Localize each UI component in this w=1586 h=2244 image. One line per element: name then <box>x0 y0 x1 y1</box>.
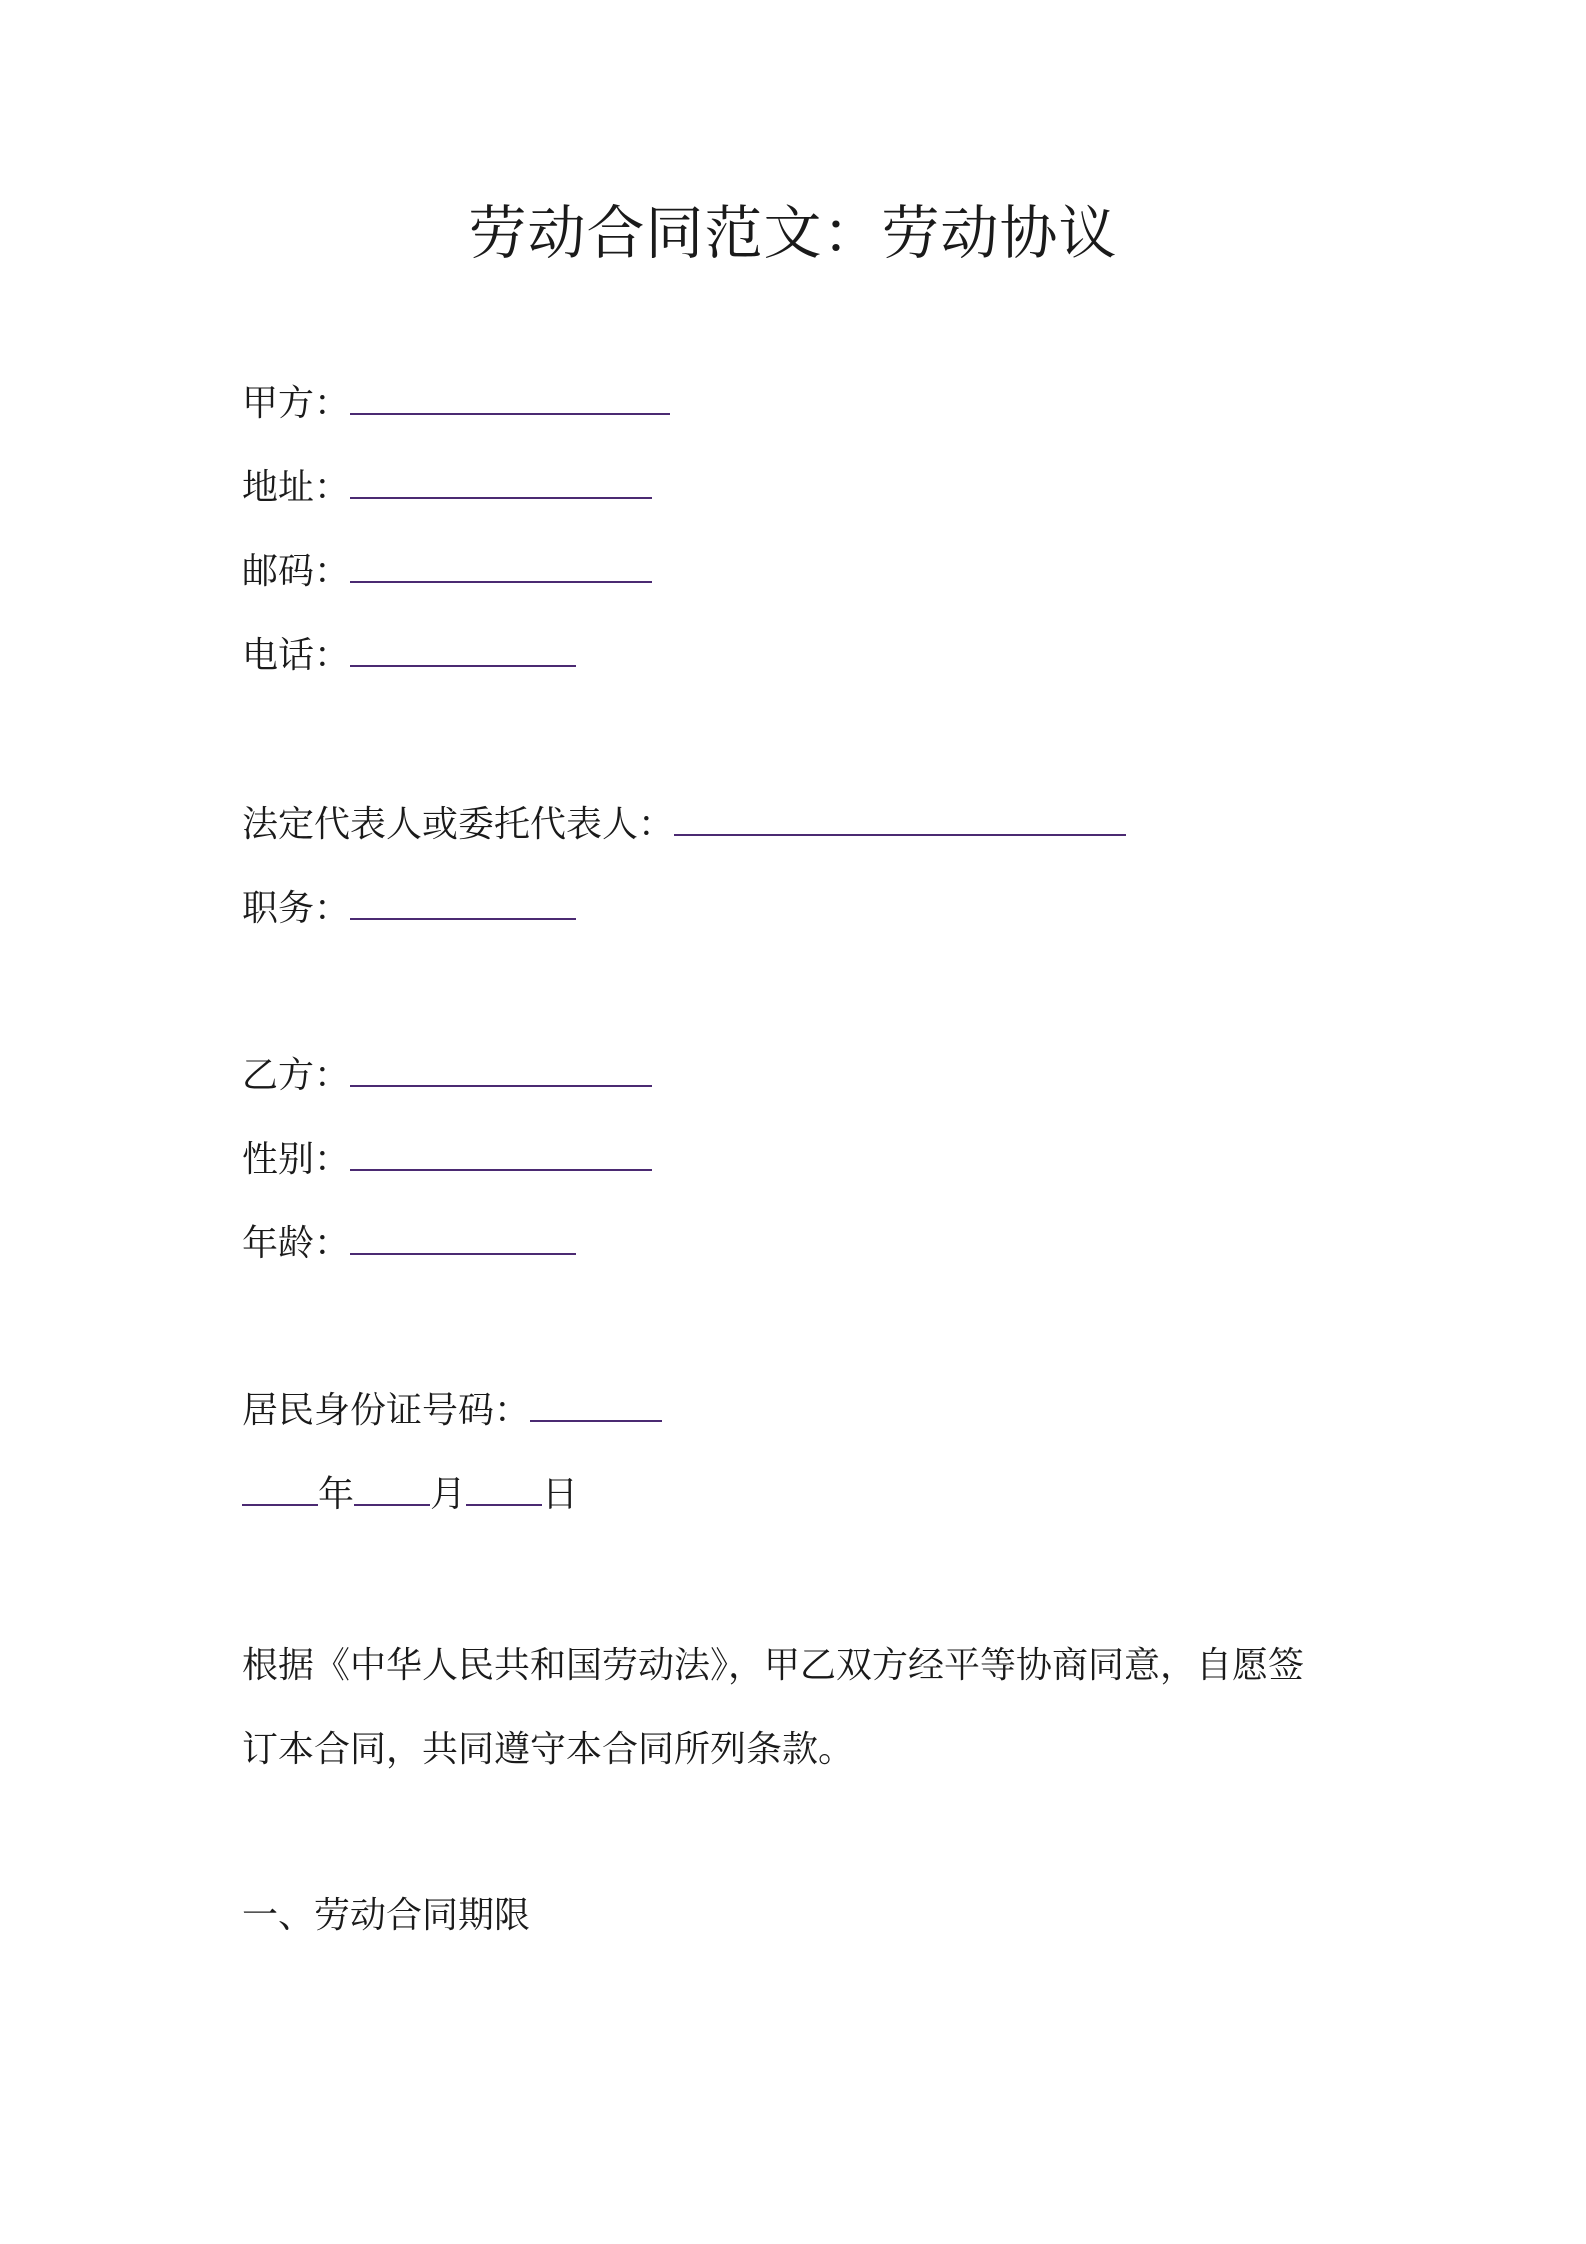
id-number-label: 居民身份证号码： <box>242 1390 531 1431</box>
day-label: 日 <box>542 1474 579 1515</box>
age-label: 年龄： <box>242 1223 351 1264</box>
position-row <box>242 882 576 933</box>
gender-blank[interactable] <box>350 1133 652 1171</box>
address-row <box>242 461 652 512</box>
month-label: 月 <box>430 1474 467 1515</box>
age-row <box>242 1217 576 1268</box>
phone-row <box>242 629 576 680</box>
party-a-label: 甲方： <box>242 383 351 424</box>
intro-paragraph-line-2: 订本合同，共同遵守本合同所列条款。 <box>242 1729 855 1770</box>
legal-rep-row <box>242 798 1126 849</box>
age-blank[interactable] <box>350 1217 576 1255</box>
document-title: 劳动合同范文：劳动协议 <box>468 199 1118 267</box>
postcode-label: 邮码： <box>242 551 351 592</box>
id-number-blank[interactable] <box>530 1384 662 1422</box>
address-blank[interactable] <box>350 461 652 499</box>
year-label: 年 <box>318 1474 355 1515</box>
party-b-row <box>242 1049 652 1100</box>
party-a-row <box>242 377 670 428</box>
phone-label: 电话： <box>242 635 351 676</box>
day-blank[interactable] <box>466 1468 542 1506</box>
position-blank[interactable] <box>350 882 576 920</box>
id-number-row <box>242 1384 662 1435</box>
legal-rep-blank[interactable] <box>674 798 1126 836</box>
date-row <box>242 1468 578 1519</box>
intro-paragraph-line-1: 根据《中华人民共和国劳动法》，甲乙双方经平等协商同意，自愿签 <box>242 1645 1305 1686</box>
year-blank[interactable] <box>242 1468 318 1506</box>
postcode-blank[interactable] <box>350 545 652 583</box>
party-a-blank[interactable] <box>350 377 670 415</box>
month-blank[interactable] <box>354 1468 430 1506</box>
party-b-label: 乙方： <box>242 1055 351 1096</box>
postcode-row <box>242 545 652 596</box>
party-b-blank[interactable] <box>350 1049 652 1087</box>
section-heading: 一、劳动合同期限 <box>242 1895 531 1936</box>
gender-row <box>242 1133 652 1184</box>
position-label: 职务： <box>242 888 351 929</box>
legal-rep-label: 法定代表人或委托代表人： <box>242 804 675 845</box>
gender-label: 性别： <box>242 1139 351 1180</box>
phone-blank[interactable] <box>350 629 576 667</box>
address-label: 地址： <box>242 467 351 508</box>
